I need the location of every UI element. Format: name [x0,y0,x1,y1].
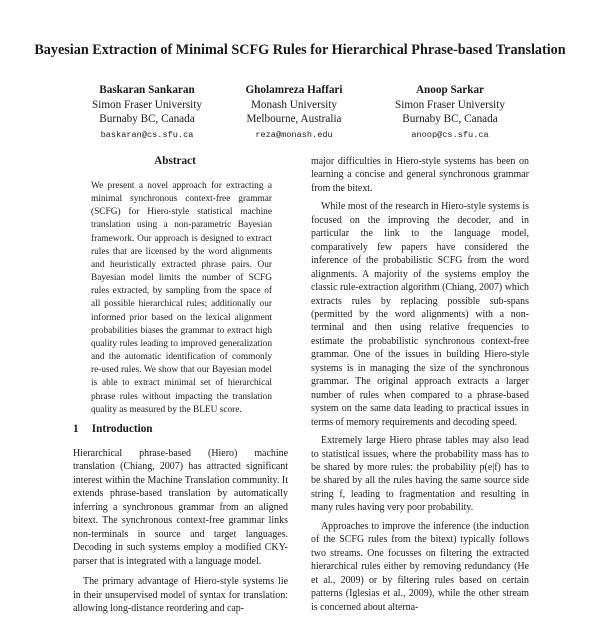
author-name: Anoop Sarkar [415,84,485,96]
paragraph: Approaches to improve the inference (the induction of the SCFG rules from the bitext) typically follows two streams. One focusses on filtering the extracted hierarchical rules either by removing redundancy (He et al., 2009) or by filtering rules based on certain patterns (Iglesias et al., 2009), while the other stream is concerned about alterna- [311,520,529,613]
abstract-heading: Abstract [154,155,196,167]
paragraph: major difficulties in Hiero-style systems has been on learning a concise and general synchronous grammar from the bitext. [311,156,529,194]
paper-title: Bayesian Extraction of Minimal SCFG Rules for Hierarchical Phrase-based Translation [34,42,566,58]
author-affiliation: Monash University [250,98,338,111]
paragraph: While most of the research in Hiero-style systems is focused on the improving the decoder, and in particular the link to the language model, comparatively few papers have considered the inference of the probabilistic SCFG from the word alignments. A majority of the systems employ the classic rule-extraction algorithm (Chiang, 2007) which extracts rules by replacing possible sub-spans (permitted by the word alignments) with a non-terminal and then using relative frequencies to estimate the probabilistic synchronous context-free grammar. One of the issues in building Hiero-style systems is in managing the size of the synchronous grammar. The original approach extracts a larger number of rules when compared to a phrase-based system on the same data leading to practical issues in terms of memory requirements and decoding speed. [311,201,530,428]
section-heading [73,423,153,435]
author-block [209,83,379,142]
author-block [365,83,535,142]
abstract-text: We present a novel approach for extracting a minimal synchronous context-free grammar (SCFG) for Hiero-style statistical machine translation using a non-parametric Bayesian framework. Our approach is designed to extract rules that are licensed by the word alignments and heuristically extracted phrase pairs. Our Bayesian model limits the number of SCFG rules extracted, by sampling from the space of all possible hierarchical rules; additionally our informed prior based on the lexical alignment probabilities biases the grammar to extract high quality rules leading to improved generalization and the automatic identification of commonly re-used rules. We show that our Bayesian model is able to extract minimal set of hierarchical phrase rules without impacting the translation quality as measured by the BLEU score. [91,181,272,415]
author-location: Burnaby BC, Canada [402,113,498,125]
author-email: baskaran@cs.sfu.ca [100,129,194,140]
paragraph: Extremely large Hiero phrase tables may also lead to statistical issues, where the probability mass has to be shared by more rules: the probability p(e|f) has to be shared by all the rules having the same source side string f, leading to fragmentation and resulting in many rules having very poor probability. [311,435,529,514]
left-column-body [73,447,288,615]
author-location: Burnaby BC, Canada [99,113,195,125]
section-number: 1 [73,423,79,435]
section-title: Introduction [91,423,153,435]
author-name: Gholamreza Haffari [245,84,343,96]
author-location: Melbourne, Australia [246,113,342,125]
right-column-body [311,155,529,619]
author-email: reza@monash.edu [255,129,333,140]
author-affiliation: Simon Fraser University [91,98,202,111]
author-affiliation: Simon Fraser University [394,98,505,111]
author-block [62,83,232,142]
author-name: Baskaran Sankaran [99,84,195,96]
paragraph: Hierarchical phrase-based (Hiero) machine translation (Chiang, 2007) has attracted significant interest within the Machine Translation community. It extends phrase-based translation by automatically inferring a synchronous grammar from an aligned bitext. The synchronous context-free grammar links non-terminals in source and target languages. Decoding in such systems employ a modified CKY-parser that is integrated with a language model. [73,448,288,567]
paragraph: The primary advantage of Hiero-style systems lie in their unsupervised model of syntax for translation: allowing long-distance reordering and cap- [73,576,288,614]
author-email: anoop@cs.sfu.ca [411,129,489,140]
